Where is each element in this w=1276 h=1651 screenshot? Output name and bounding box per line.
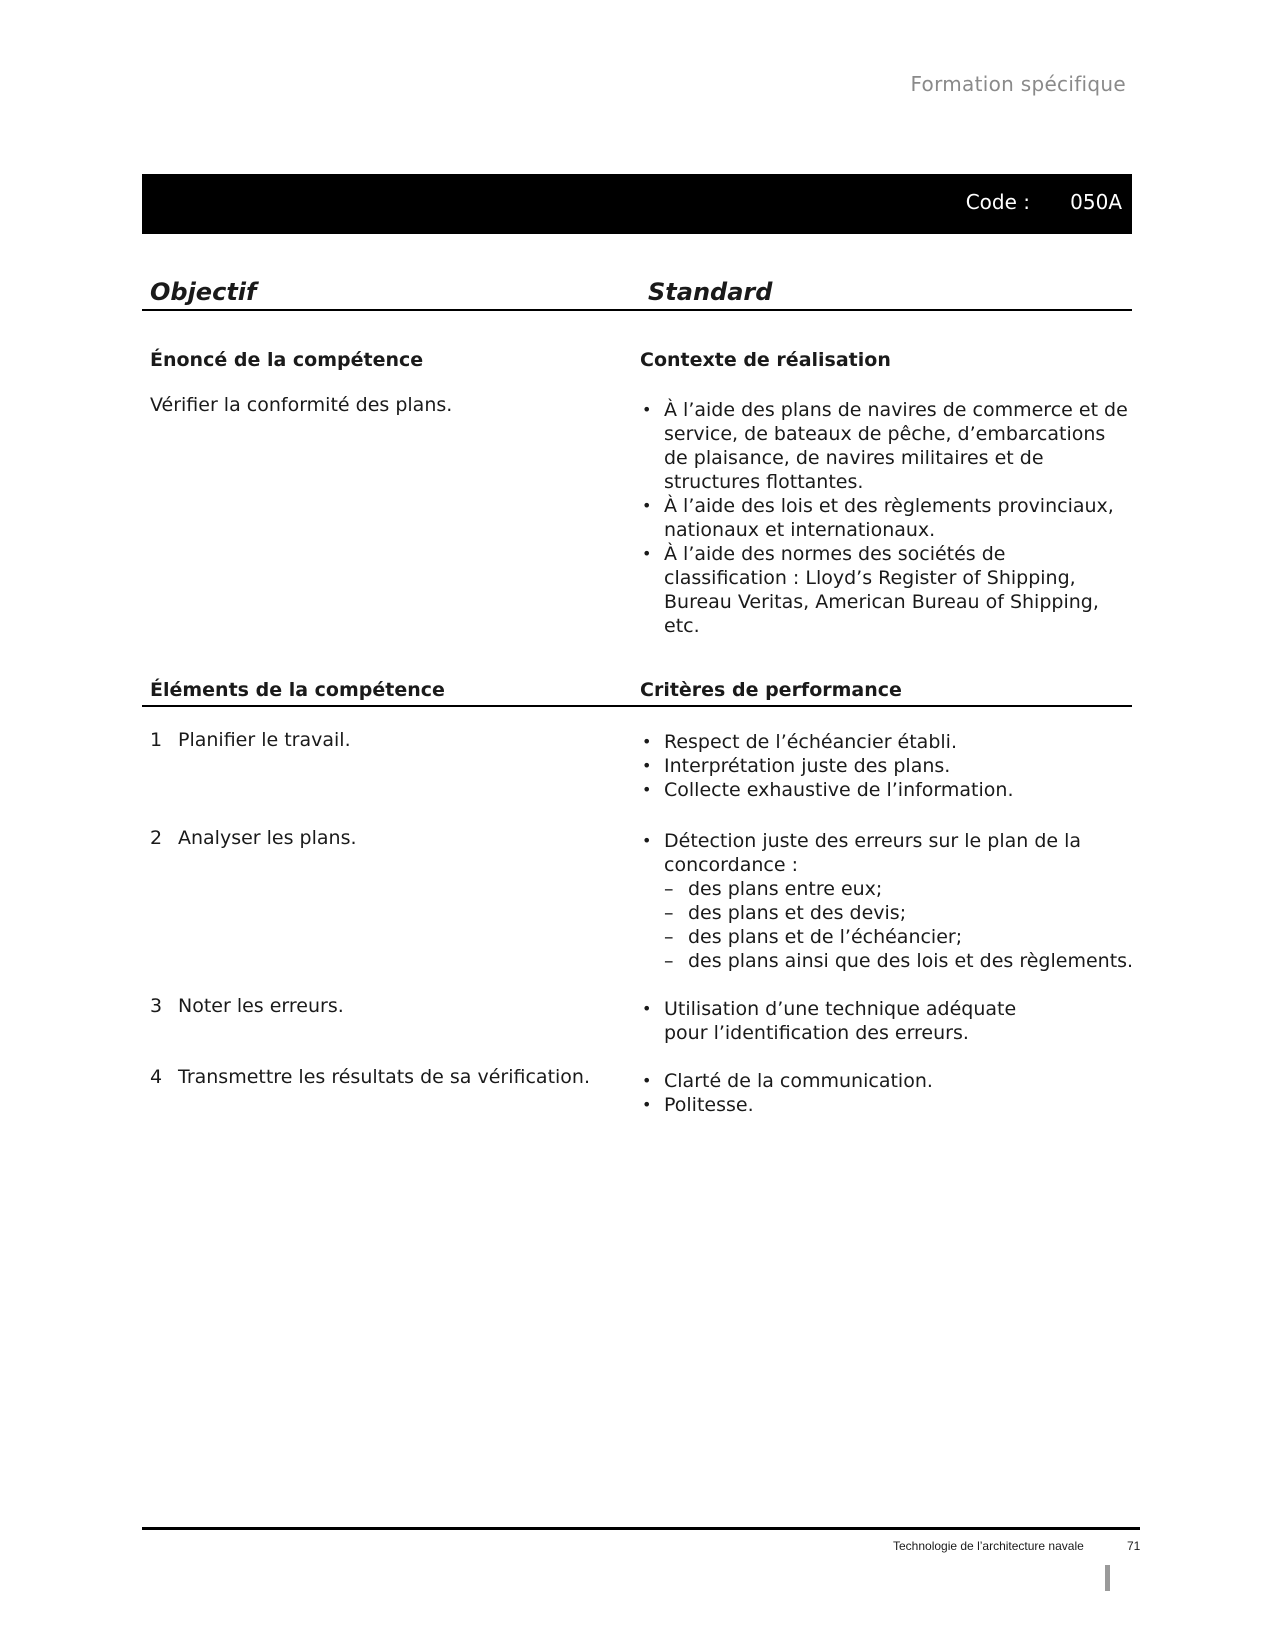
list-item: • Interprétation juste des plans. — [642, 755, 951, 777]
code-value: 050A — [1070, 190, 1122, 214]
bullet-icon: • — [642, 496, 652, 515]
code-label: Code : — [965, 190, 1030, 214]
footer-title: Technologie de l’architecture navale — [893, 1539, 1084, 1553]
bullet-icon: • — [642, 400, 652, 419]
list-item: • À l’aide des lois et des règlements provinciaux, nationaux et internationaux. — [642, 495, 1114, 541]
sub-list-item: – des plans et de l’échéancier; — [664, 926, 963, 948]
bullet-icon: • — [642, 1071, 652, 1090]
sub-list-item: – des plans et des devis; — [664, 902, 907, 924]
sub-list-item: – des plans ainsi que des lois et des règlements. — [664, 950, 1134, 972]
footer-rule — [142, 1527, 1140, 1530]
criteres-heading: Critères de performance — [640, 679, 902, 701]
code-bar — [142, 174, 1132, 234]
sub-list-item: – des plans entre eux; — [664, 878, 883, 900]
list-item: • Détection juste des erreurs sur le plan de la concordance : – des plans entre eux; – des plans et des devis; – des plans et de l’échéancier; – des plans ainsi que des lois et des règlements. — [640, 829, 1140, 973]
bullet-icon: • — [642, 732, 652, 751]
list-item: • À l’aide des plans de navires de commerce et de service, de bateaux de pêche, d’embarcations de plaisance, de navires militaires et de structures flottantes. — [642, 399, 1128, 493]
enonce-heading: Énoncé de la compétence — [150, 349, 424, 371]
page-number: 71 — [1127, 1539, 1141, 1553]
sub-list — [664, 877, 1140, 973]
element-item-3: 3 Noter les erreurs. — [150, 995, 344, 1017]
criteres-list-1 — [640, 730, 1130, 802]
element-item-1: 1 Planifier le travail. — [150, 729, 351, 751]
bullet-icon: • — [642, 1095, 652, 1114]
list-item: • Clarté de la communication. — [642, 1070, 933, 1092]
bullet-icon: • — [642, 756, 652, 775]
running-header-title: Formation spécifique — [910, 72, 1126, 96]
element-item-4: 4 Transmettre les résultats de sa vérification. — [150, 1066, 591, 1088]
enonce-text: Vérifier la conformité des plans. — [150, 394, 453, 416]
list-item: • Collecte exhaustive de l’information. — [642, 779, 1014, 801]
bullet-icon: • — [642, 544, 652, 563]
list-item: • Utilisation d’une technique adéquate pour l’identification des erreurs. — [642, 998, 1017, 1044]
section-rule — [142, 705, 1132, 707]
criteres-list-4 — [640, 1069, 1130, 1117]
bullet-icon: • — [642, 780, 652, 799]
element-item-2: 2 Analyser les plans. — [150, 827, 357, 849]
bullet-icon: • — [642, 999, 652, 1018]
list-item: • Respect de l’échéancier établi. — [642, 731, 957, 753]
elements-heading: Éléments de la compétence — [150, 679, 445, 701]
criteres-list-2 — [640, 829, 1140, 973]
change-bar-mark — [1105, 1565, 1110, 1591]
standard-heading: Standard — [648, 278, 773, 306]
contexte-list — [640, 398, 1130, 638]
list-item: • À l’aide des normes des sociétés de classification : Lloyd’s Register of Shipping, Bureau Veritas, American Bureau of Shipping, etc. — [642, 543, 1099, 637]
bullet-icon: • — [642, 831, 652, 850]
objectif-heading: Objectif — [150, 278, 257, 306]
criteres-list-3 — [640, 997, 1060, 1045]
list-item: • Politesse. — [642, 1094, 754, 1116]
heading-rule — [142, 309, 1132, 311]
contexte-heading: Contexte de réalisation — [640, 349, 891, 371]
